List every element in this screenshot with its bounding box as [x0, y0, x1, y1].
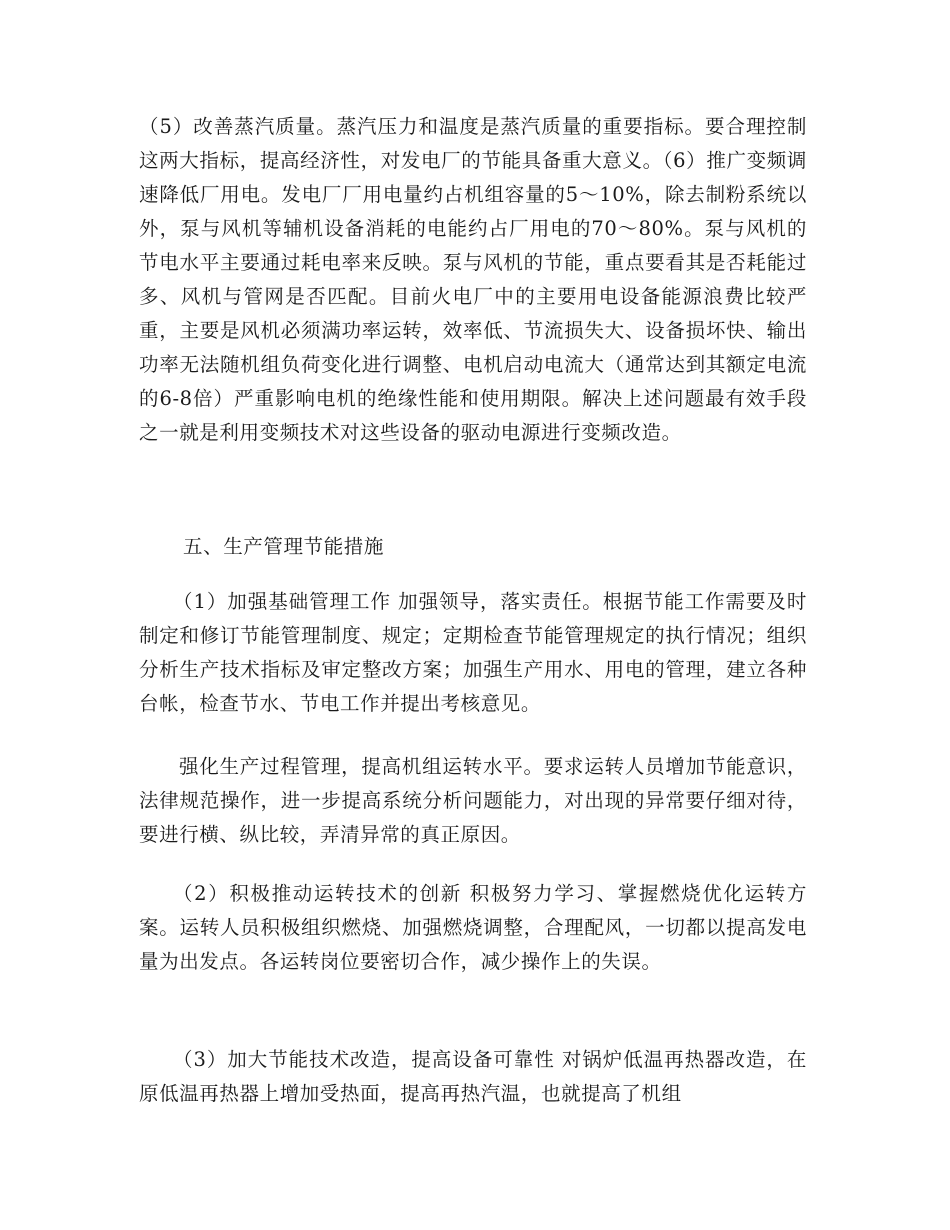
- paragraph-process-management: 强化生产过程管理，提高机组运转水平。要求运转人员增加节能意识，法律规范操作，进一步提高系统分析问题能力，对出现的异常要仔细对待，要进行横、纵比较，弄清异常的真正原因。: [139, 755, 807, 846]
- paragraph-technical-retrofit: （3）加大节能技术改造，提高设备可靠性 对锅炉低温再热器改造，在原低温再热器上增加受热面，提高再热汽温，也就提高了机组: [139, 1048, 807, 1105]
- paragraph-steam-quality: （5）改善蒸汽质量。蒸汽压力和温度是蒸汽质量的重要指标。要合理控制这两大指标，提高经济性，对发电厂的节能具备重大意义。（6）推广变频调速降低厂用电。发电厂厂用电量约占机组容量的5～10%，除去制粉系统以外，泵与风机等辅机设备消耗的电能约占厂用电的70～80%。泵与风机的节电水平主要通过耗电率来反映。泵与风机的节能，重点要看其是否耗能过多、风机与管网是否匹配。目前火电厂中的主要用电设备能源浪费比较严重，主要是风机必须满功率运转，效率低、节流损失大、设备损坏快、输出功率无法随机组负荷变化进行调整、电机启动电流大（通常达到其额定电流的6-8倍）严重影响电机的绝缘性能和使用期限。解决上述问题最有效手段之一就是利用变频技术对这些设备的驱动电源进行变频改造。: [139, 115, 807, 444]
- paragraph-basic-management: （1）加强基础管理工作 加强领导，落实责任。根据节能工作需要及时制定和修订节能管理制度、规定；定期检查节能管理规定的执行情况；组织分析生产技术指标及审定整改方案；加强生产用水、用电的管理，建立各种台帐，检查节水、节电工作并提出考核意见。: [139, 590, 807, 715]
- section-heading: 五、生产管理节能措施: [183, 535, 385, 558]
- paragraph-operation-innovation: （2）积极推动运转技术的创新 积极努力学习、掌握燃烧优化运转方案。运转人员积极组织燃烧、加强燃烧调整，合理配风，一切都以提高发电量为出发点。各运转岗位要密切合作，减少操作上的失误。: [139, 882, 807, 973]
